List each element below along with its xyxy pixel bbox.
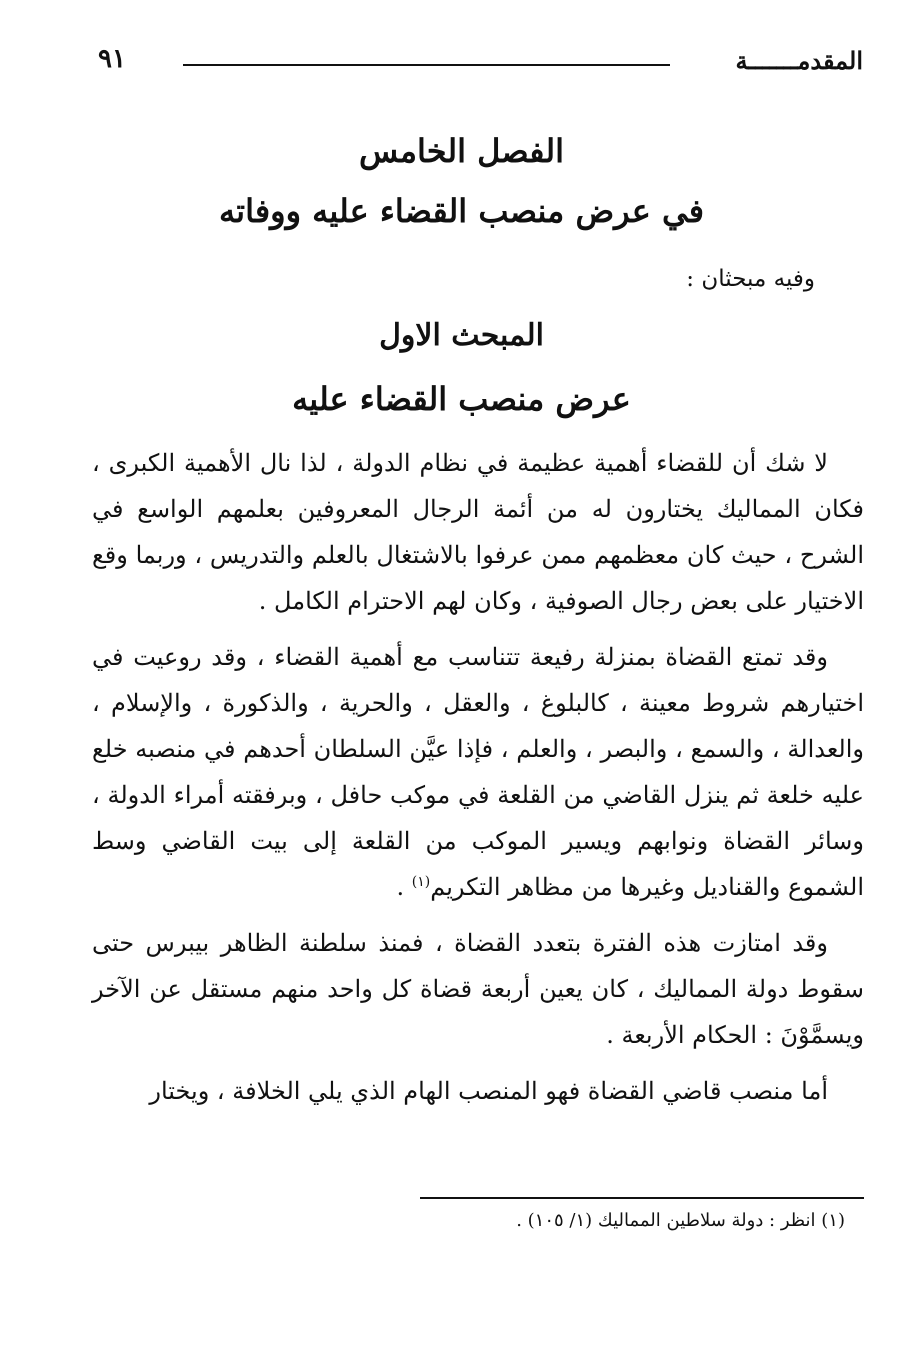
page-number: ٩١: [98, 44, 126, 74]
footnote-rule: [420, 1197, 864, 1199]
paragraph-2: [92, 634, 864, 910]
paragraph-2-text: وقد تمتع القضاة بمنزلة رفيعة تتناسب مع أهمية القضاء ، وقد روعيت في اختيارهم شروط معينة ، كالبلوغ ، والعقل ، والحرية ، والذكورة ، والإسلام ، والعدالة ، والسمع ، والبصر ، والعلم ، فإذا عيَّن السلطان أحدهم في منصبه خلع عليه خلعة ثم ينزل القاضي من القلعة في موكب حافل ، وبرفقته أمراء الدولة ، وسائر القضاة ونوابهم ويسير الموكب من القلعة إلى بيت القاضي وسط الشموع والقناديل وغيرها من مظاهر التكريم: [92, 643, 864, 901]
header-rule: [183, 64, 670, 66]
running-header-title: المقدمـــــــة: [735, 46, 863, 75]
paragraph-1: لا شك أن للقضاء أهمية عظيمة في نظام الدولة ، لذا نال الأهمية الكبرى ، فكان المماليك يختارون له من أئمة الرجال المعروفين بعلمهم الواسع في الشرح ، حيث كان معظمهم ممن عرفوا بالاشتغال بالعلم والتدريس ، وربما وقع الاختيار على بعض رجال الصوفية ، وكان لهم الاحترام الكامل .: [92, 449, 864, 615]
chapter-subtitle: في عرض منصب القضاء عليه ووفاته: [219, 192, 704, 230]
chapter-intro: وفيه مبحثان :: [686, 266, 815, 292]
body-text: [92, 440, 864, 1124]
footnote-marker: (١): [411, 874, 431, 890]
paragraph-4: أما منصب قاضي القضاة فهو المنصب الهام الذي يلي الخلافة ، ويختار: [149, 1077, 828, 1105]
footnote: (١) انظر : دولة سلاطين المماليك (١/ ١٠٥) .: [516, 1210, 845, 1231]
section-subtitle: عرض منصب القضاء عليه: [292, 380, 631, 418]
paragraph-2-end: .: [396, 873, 412, 901]
section-title: المبحث الاول: [379, 318, 544, 353]
paragraph-3: وقد امتازت هذه الفترة بتعدد القضاة ، فمنذ سلطنة الظاهر بيبرس حتى سقوط دولة المماليك ، كان يعين أربعة قضاة كل واحد منهم مستقل عن الآخر ويسمَّوْنَ : الحكام الأربعة .: [92, 929, 864, 1049]
chapter-title: الفصل الخامس: [359, 132, 564, 170]
